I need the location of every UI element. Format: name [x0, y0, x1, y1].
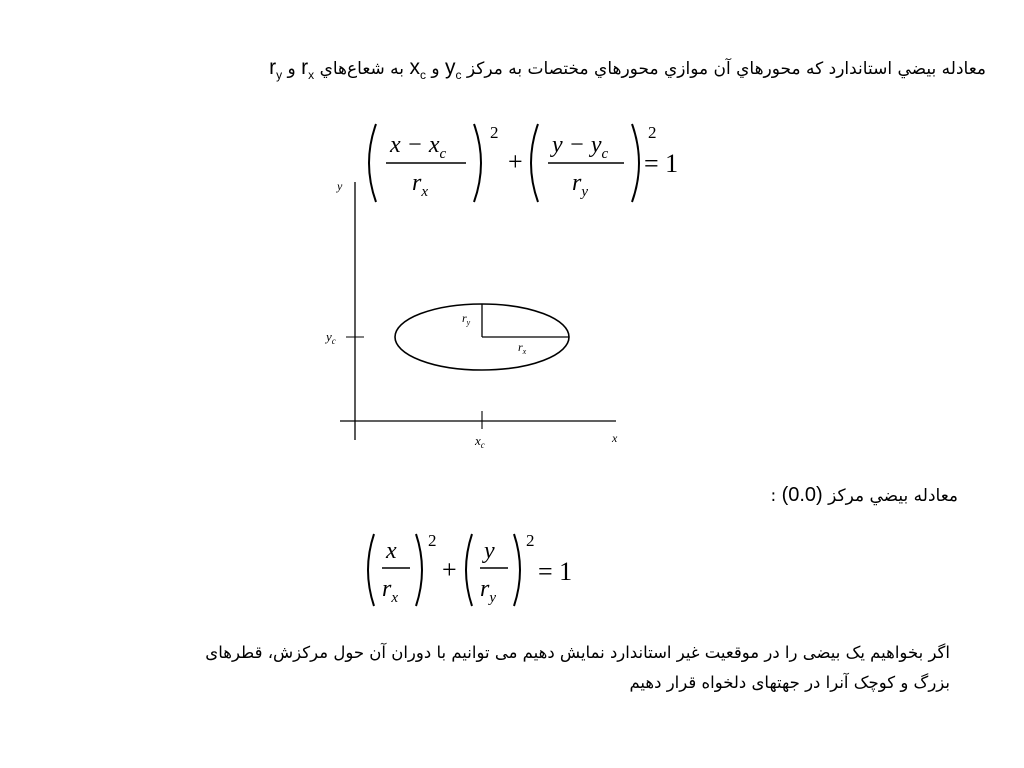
conj-and-1: و: [431, 59, 440, 79]
ellipse-figure: [318, 170, 628, 460]
eq1-rhs: = 1: [644, 149, 679, 178]
eq2-power-2: 2: [526, 531, 535, 550]
origin-heading: [770, 484, 958, 507]
heading-line: [269, 56, 986, 82]
y-axis-label: y: [337, 179, 343, 193]
rx-symbol: $r_x$: [301, 56, 315, 83]
eq1-den-x: $r_x$: [412, 170, 429, 200]
eq2-den-x: $r_x$: [382, 576, 399, 606]
eq1-num-x: $x - x_c$: [390, 132, 447, 162]
heading-text-a: معادله بيضي استاندارد که محورهاي آن موازي محورهاي مختصات به مرکز: [466, 59, 986, 79]
origin-heading-text: معادله بيضي مرکز: [828, 486, 958, 506]
xc-symbol: $x_c$: [409, 56, 426, 83]
origin-center: (0.0): [781, 484, 823, 506]
conj-and-2: و: [287, 59, 296, 79]
origin-colon: :: [770, 486, 777, 506]
eq2-power-1: 2: [428, 531, 437, 550]
eq1-den-y: $r_y$: [572, 170, 589, 200]
paragraph-line-b: بزرگ و کوچک آنرا در جهتهای دلخواه قرار دهیم: [629, 673, 950, 692]
yc-tick-label: $y_c$: [326, 329, 336, 346]
eq1-plus: +: [508, 147, 523, 176]
rotation-paragraph: [70, 638, 950, 698]
eq2-num-x: x: [386, 538, 397, 564]
x-axis-label: x: [612, 431, 618, 445]
eq2-num-y: y: [484, 538, 495, 564]
eq1-power-1: 2: [490, 123, 499, 142]
xc-tick-label: $x_c$: [475, 433, 485, 450]
paragraph-line-a: اگر بخواهیم یک بیضی را در موقعیت غیر استاندارد نمایش دهیم می توانیم با دوران آن حول مرکزش، قطرهای: [205, 643, 950, 662]
eq2-den-y: $r_y$: [480, 576, 497, 606]
yc-symbol: $y_c$: [444, 56, 462, 83]
ry-symbol: $r_y$: [269, 56, 283, 83]
eq1-num-y: $y - y_c$: [552, 132, 609, 162]
rx-radius-label: $r_x$: [518, 340, 527, 356]
eq2-plus: +: [442, 555, 457, 584]
eq2-rhs: = 1: [538, 557, 573, 586]
eq1-power-2: 2: [648, 123, 657, 142]
heading-text-b: به شعاع‌هاي: [319, 59, 405, 79]
ry-radius-label: $r_y$: [462, 311, 471, 327]
origin-ellipse-equation: [362, 528, 602, 612]
